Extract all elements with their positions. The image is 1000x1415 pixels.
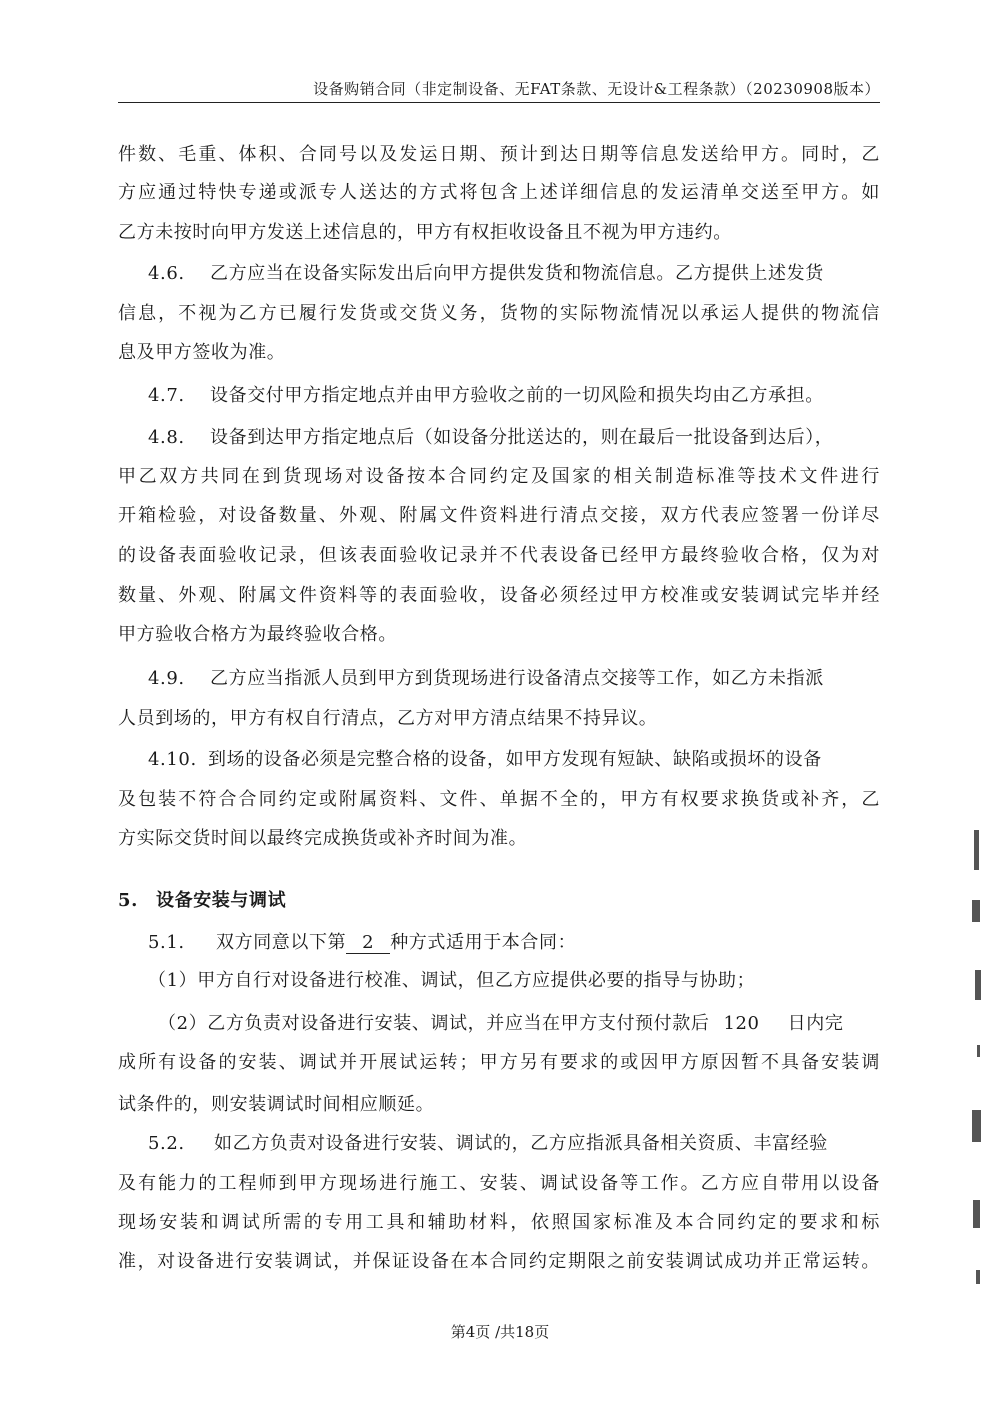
text-line: 甲方验收合格方为最终验收合格。	[118, 624, 397, 645]
clause-text: 乙方应当在设备实际发出后向甲方提供发货和物流信息。乙方提供上述发货	[210, 263, 824, 284]
clause-number: 4.7.	[148, 385, 185, 406]
clause-5-1	[148, 930, 576, 956]
text-line: 开箱检验，对设备数量、外观、附属文件资料进行清点交接，双方代表应签署一份详尽	[118, 505, 880, 526]
option-1: （1）甲方自行对设备进行校准、调试，但乙方应提供必要的指导与协助；	[148, 970, 756, 991]
option-2	[158, 1011, 843, 1037]
text-line: 成所有设备的安装、调试并开展试运转；甲方另有要求的或因甲方原因暂不具备安装调	[118, 1052, 880, 1073]
clause-4-7	[148, 383, 824, 409]
clause-4-10	[148, 747, 822, 773]
text-line: 甲乙双方共同在到货现场对设备按本合同约定及国家的相关制造标准等技术文件进行	[118, 466, 880, 487]
header-rule	[118, 102, 880, 103]
clause-text: 如乙方负责对设备进行安装、调试的，乙方应指派具备相关资质、丰富经验	[214, 1133, 828, 1154]
text-line: 及包装不符合合同约定或附属资料、文件、单据不全的，甲方有权要求换货或补齐，乙	[118, 789, 880, 810]
clause-4-8	[148, 425, 833, 451]
text-line: 及有能力的工程师到甲方现场进行施工、安装、调试设备等工作。乙方应自带用以设备	[118, 1173, 880, 1194]
clause-text: 到场的设备必须是完整合格的设备，如甲方发现有短缺、缺陷或损坏的设备	[208, 749, 822, 770]
text-line: 件数、毛重、体积、合同号以及发运日期、预计到达日期等信息发送给甲方。同时，乙	[118, 144, 880, 165]
method-number-blank: 2	[346, 933, 390, 954]
clause-number: 5.1.	[148, 932, 185, 953]
text-line: 现场安装和调试所需的专用工具和辅助材料，依照国家标准及本合同约定的要求和标	[118, 1212, 880, 1233]
text-line: 试条件的，则安装调试时间相应顺延。	[118, 1094, 435, 1115]
text-line: 信息，不视为乙方已履行发货或交货义务，货物的实际物流情况以承运人提供的物流信	[118, 303, 880, 324]
clause-text: 设备到达甲方指定地点后（如设备分批送达的，则在最后一批设备到达后），	[210, 427, 834, 448]
text-line: 乙方未按时向甲方发送上述信息的，甲方有权拒收设备且不视为甲方违约。	[118, 222, 732, 243]
clause-number: 4.10.	[148, 749, 197, 770]
clause-text: 设备交付甲方指定地点并由甲方验收之前的一切风险和损失均由乙方承担。	[210, 385, 824, 406]
text-line: 方应通过特快专递或派专人送达的方式将包含上述详细信息的发运清单交送至甲方。如	[118, 182, 880, 203]
header-title: 设备购销合同（非定制设备、无FAT条款、无设计&工程条款）（20230908版本）	[313, 80, 880, 98]
install-days: 120	[723, 1013, 760, 1034]
text-line: 息及甲方签收为准。	[118, 342, 286, 363]
text-line: 方实际交货时间以最终完成换货或补齐时间为准。	[118, 828, 528, 849]
section-number: 5.	[118, 890, 138, 911]
text-line: 数量、外观、附属文件资料等的表面验收，设备必须经过甲方校准或安装调试完毕并经	[118, 585, 880, 606]
text-line: 人员到场的，甲方有权自行清点，乙方对甲方清点结果不持异议。	[118, 708, 658, 729]
text-line: 的设备表面验收记录，但该表面验收记录并不代表设备已经甲方最终验收合格，仅为对	[118, 545, 880, 566]
clause-4-9	[148, 666, 824, 692]
clause-number: 5.2.	[148, 1133, 185, 1154]
text-line: 准，对设备进行安装调试，并保证设备在本合同约定期限之前安装调试成功并正常运转。	[118, 1251, 880, 1272]
clause-number: 4.9.	[148, 668, 185, 689]
clause-number: 4.6.	[148, 263, 185, 284]
section-title: 设备安装与调试	[156, 890, 287, 911]
option-text: 日内完	[787, 1013, 844, 1034]
clause-text: 种方式适用于本合同：	[390, 932, 577, 953]
section-5-heading	[118, 888, 286, 914]
clause-5-2	[148, 1131, 828, 1157]
clause-4-6	[148, 261, 824, 287]
clause-number: 4.8.	[148, 427, 185, 448]
clause-text: 乙方应当指派人员到甲方到货现场进行设备清点交接等工作，如乙方未指派	[210, 668, 824, 689]
clause-text: 双方同意以下第	[216, 932, 347, 953]
page-number: 第4页 /共18页	[450, 1323, 550, 1341]
option-text: （2）乙方负责对设备进行安装、调试，并应当在甲方支付预付款后	[158, 1013, 710, 1034]
